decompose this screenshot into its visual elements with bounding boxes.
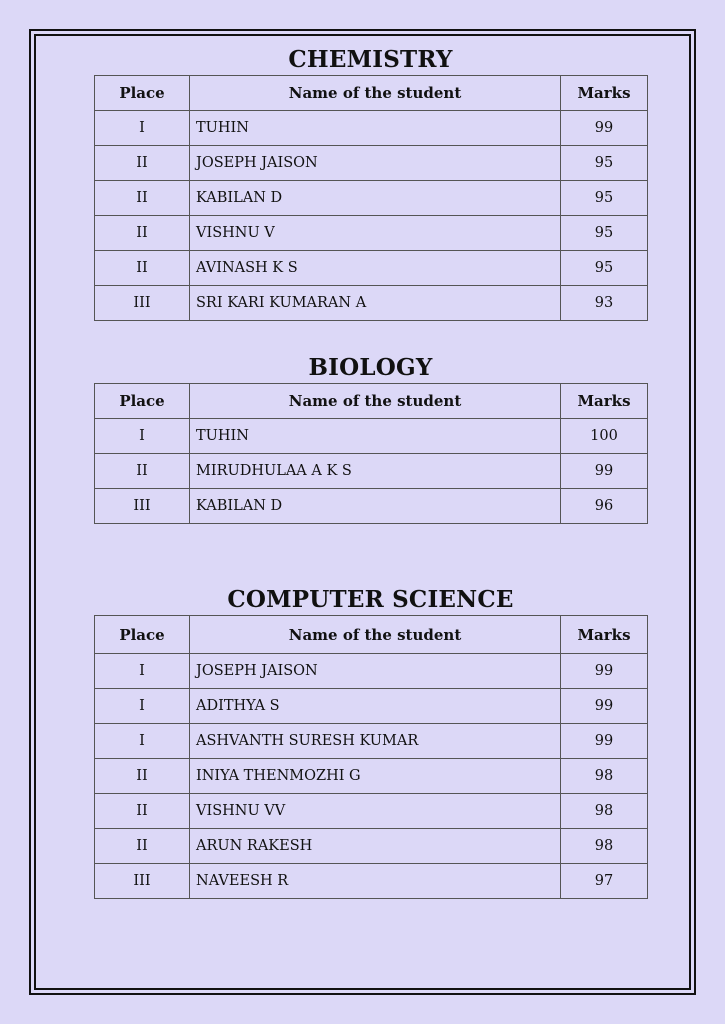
marks-cell: 96	[561, 489, 648, 524]
table-row	[95, 111, 648, 146]
section-title: CHEMISTRY	[288, 46, 453, 73]
student-name-cell: NAVEESH R	[190, 864, 561, 899]
section-biology	[94, 353, 647, 524]
table-row	[95, 794, 648, 829]
marks-cell: 95	[561, 181, 648, 216]
marks-cell: 93	[561, 286, 648, 321]
table-row	[95, 251, 648, 286]
table-row	[95, 864, 648, 899]
column-header-marks: Marks	[561, 384, 648, 419]
table-row	[95, 146, 648, 181]
place-cell: I	[95, 419, 190, 454]
table-row	[95, 759, 648, 794]
marks-cell: 99	[561, 689, 648, 724]
place-cell: II	[95, 146, 190, 181]
section-computer-science	[94, 585, 647, 899]
student-name-cell: ARUN RAKESH	[190, 829, 561, 864]
column-header-name: Name of the student	[190, 616, 561, 654]
marks-cell: 99	[561, 111, 648, 146]
column-header-marks: Marks	[561, 76, 648, 111]
column-header-place: Place	[95, 76, 190, 111]
column-header-marks: Marks	[561, 616, 648, 654]
section-title: COMPUTER SCIENCE	[227, 586, 514, 613]
student-name-cell: JOSEPH JAISON	[190, 654, 561, 689]
table-header-row	[95, 384, 648, 419]
place-cell: III	[95, 489, 190, 524]
place-cell: II	[95, 251, 190, 286]
student-name-cell: TUHIN	[190, 419, 561, 454]
place-cell: II	[95, 216, 190, 251]
place-cell: II	[95, 181, 190, 216]
table-row	[95, 454, 648, 489]
section-title: BIOLOGY	[308, 354, 433, 381]
student-name-cell: TUHIN	[190, 111, 561, 146]
table-row	[95, 489, 648, 524]
marks-cell: 100	[561, 419, 648, 454]
student-name-cell: INIYA THENMOZHI G	[190, 759, 561, 794]
place-cell: I	[95, 689, 190, 724]
marks-cell: 97	[561, 864, 648, 899]
table-row	[95, 216, 648, 251]
place-cell: II	[95, 759, 190, 794]
student-name-cell: KABILAN D	[190, 489, 561, 524]
place-cell: II	[95, 829, 190, 864]
marks-cell: 99	[561, 654, 648, 689]
marks-cell: 95	[561, 146, 648, 181]
student-name-cell: AVINASH K S	[190, 251, 561, 286]
place-cell: I	[95, 724, 190, 759]
table-header-row	[95, 616, 648, 654]
student-name-cell: JOSEPH JAISON	[190, 146, 561, 181]
student-name-cell: KABILAN D	[190, 181, 561, 216]
place-cell: I	[95, 654, 190, 689]
student-name-cell: ASHVANTH SURESH KUMAR	[190, 724, 561, 759]
table-row	[95, 829, 648, 864]
results-table	[94, 615, 648, 899]
table-row	[95, 689, 648, 724]
marks-cell: 99	[561, 724, 648, 759]
table-row	[95, 181, 648, 216]
column-header-place: Place	[95, 616, 190, 654]
results-table	[94, 75, 648, 321]
student-name-cell: VISHNU VV	[190, 794, 561, 829]
table-row	[95, 286, 648, 321]
student-name-cell: MIRUDHULAA A K S	[190, 454, 561, 489]
marks-cell: 98	[561, 759, 648, 794]
section-chemistry	[94, 45, 647, 321]
table-row	[95, 724, 648, 759]
table-header-row	[95, 76, 648, 111]
results-table	[94, 383, 648, 524]
place-cell: III	[95, 864, 190, 899]
column-header-name: Name of the student	[190, 384, 561, 419]
place-cell: I	[95, 111, 190, 146]
marks-cell: 95	[561, 216, 648, 251]
marks-cell: 95	[561, 251, 648, 286]
marks-cell: 99	[561, 454, 648, 489]
student-name-cell: SRI KARI KUMARAN A	[190, 286, 561, 321]
column-header-place: Place	[95, 384, 190, 419]
student-name-cell: VISHNU V	[190, 216, 561, 251]
marks-cell: 98	[561, 829, 648, 864]
place-cell: II	[95, 454, 190, 489]
marks-cell: 98	[561, 794, 648, 829]
table-row	[95, 419, 648, 454]
column-header-name: Name of the student	[190, 76, 561, 111]
table-row	[95, 654, 648, 689]
student-name-cell: ADITHYA S	[190, 689, 561, 724]
place-cell: III	[95, 286, 190, 321]
place-cell: II	[95, 794, 190, 829]
